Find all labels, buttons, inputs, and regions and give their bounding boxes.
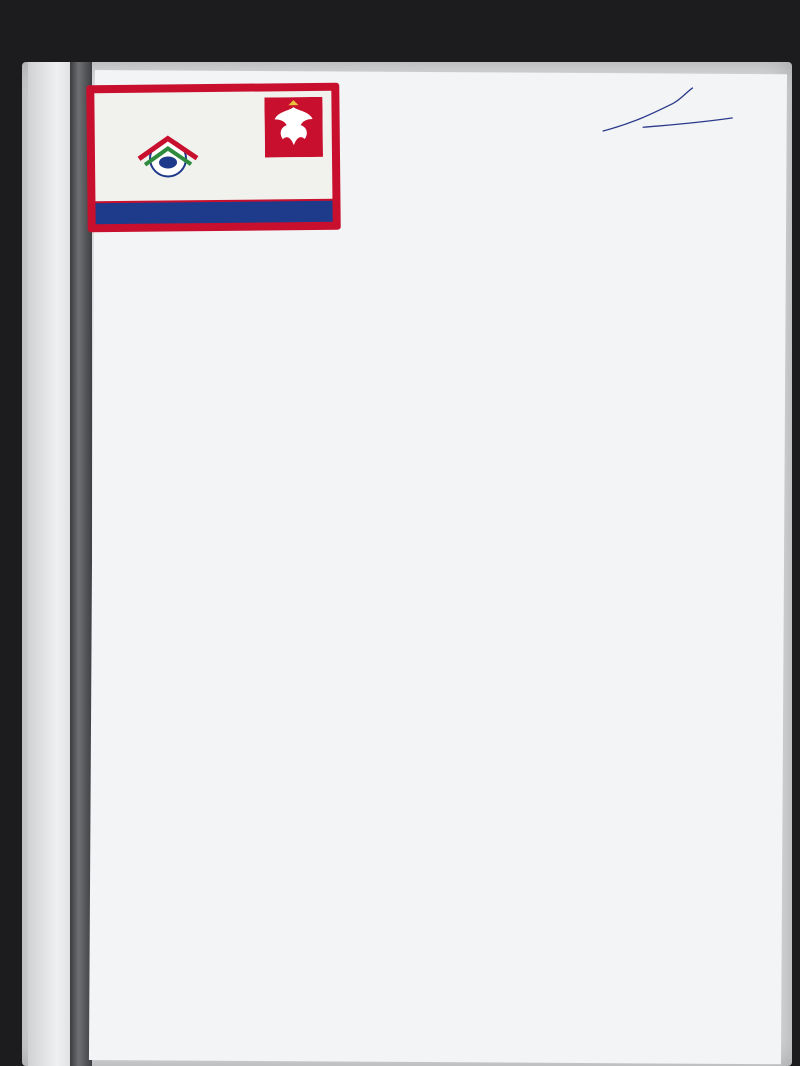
breeder-stamp bbox=[562, 107, 772, 188]
pzhgp-logo-icon bbox=[133, 132, 203, 181]
polish-eagle-icon bbox=[264, 97, 323, 158]
signature-icon bbox=[563, 83, 763, 144]
card-band bbox=[95, 201, 332, 224]
card-inner bbox=[94, 91, 332, 201]
ownership-card bbox=[86, 83, 341, 233]
